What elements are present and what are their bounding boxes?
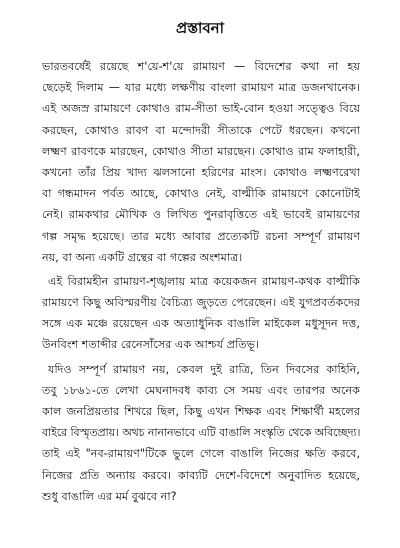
paragraph-1 (42, 56, 360, 268)
text-line: নিজের প্রতি অন্যায় করবে। কাব্যটি দেশে-বিদেশে অনুবাদিত হয়েছে, (42, 468, 360, 482)
text-line: যদিও সম্পূর্ণ রামায়ণ নয়, কেবল দুই রাত্রি, তিন দিবসের কাহিনি, (48, 362, 360, 376)
text-line: এই বিরামহীন রামায়ণ-শৃঙ্খলায় মাত্র কয়েকজন রামায়ণ-কথক বাল্মীকি (48, 274, 360, 288)
text-line: গল্প সমৃদ্ধ হয়েছে। তার মধ্যে আবার প্রত্যেকটি রচনা সম্পূর্ণ রামায়ণ (42, 229, 360, 243)
text-line: সঙ্গে এক মঞ্চে রয়েছেন এক অত্যাধুনিক বাঙালি মাইকেল মধুসূদন দত্ত, (42, 317, 360, 331)
text-line: উনবিংশ শতাব্দীর রেনেসাঁসের এক আশ্চর্য প্রতিভূ। (42, 338, 260, 352)
text-line: রামায়ণে কিছু অবিস্মরণীয় বৈচিত্র্য জুড়তে পেরেছেন। এই যুগপ্রবর্তকদের (42, 296, 360, 310)
page-title: প্রস্তাবনা (176, 19, 224, 37)
text-line: ছেড়েই দিলাম — যার মধ্যে লক্ষণীয় বাংলা রামায়ণ মাত্র ডজনখানেক। (42, 81, 360, 95)
text-line: বা গন্ধমাদন পর্বত আছে, কোথাও নেই, বাল্মীকি রামায়ণে কোনোটাই (42, 187, 360, 201)
text-line: এই অজস্র রামায়ণে কোথাও রাম-সীতা ভাই-বোন হওয়া সত্ত্বেও বিয়ে (42, 102, 360, 116)
text-line: লক্ষ্মণ রাবণকে মারছেন, কোথাও সীতা মারছেন। কোথাও রাম ফলাহারী, (42, 144, 360, 158)
text-line: ভারতবর্ষেই রয়েছে শ'য়ে-শ'য়ে রামায়ণ — বিদেশের কথা না হয় (42, 60, 360, 73)
text-line: কখনো তাঁর প্রিয় খাদ্য ঝলসানো হরিণের মাংস। কোথাও লক্ষ্মণরেখা (42, 165, 360, 179)
text-line: নয়, বা অন্য একটি গ্রন্থের বা গল্পের অংশমাত্র। (42, 250, 243, 264)
text-line: করছেন, কোথাও রাবণ বা মন্দোদরী সীতাকে পেটে ধরছেন। কখনো (42, 123, 360, 137)
text-line: নেই। রামকথার মৌখিক ও লিখিত পুনরাবৃত্তিতে এই ভাবেই রামায়ণের (42, 208, 360, 222)
text-line: তাই এই "নব-রামায়ণ"টিকে ভুলে গেলে বাঙালি নিজের ক্ষতি করবে, (42, 447, 360, 461)
text-line: শুধু বাঙালি এর মর্ম বুঝবে না? (42, 489, 177, 503)
paragraph-3 (42, 359, 360, 507)
paragraph-2 (42, 271, 360, 356)
text-line: বাইরে বিস্মৃতপ্রায়। অথচ নানানভাবে এটি বাঙালি সংস্কৃতি থেকে অবিচ্ছেদ্য। (42, 426, 360, 440)
body-text (42, 56, 360, 507)
text-line: তবু ১৮৬১-তে লেখা মেঘনাদবধ কাব্য সে সময় এবং তারপর অনেক (42, 383, 360, 397)
text-line: কাল জনপ্রিয়তার শিখরে ছিল, কিছু এখন শিক্ষক এবং শিক্ষার্থী মহলের (42, 405, 360, 418)
